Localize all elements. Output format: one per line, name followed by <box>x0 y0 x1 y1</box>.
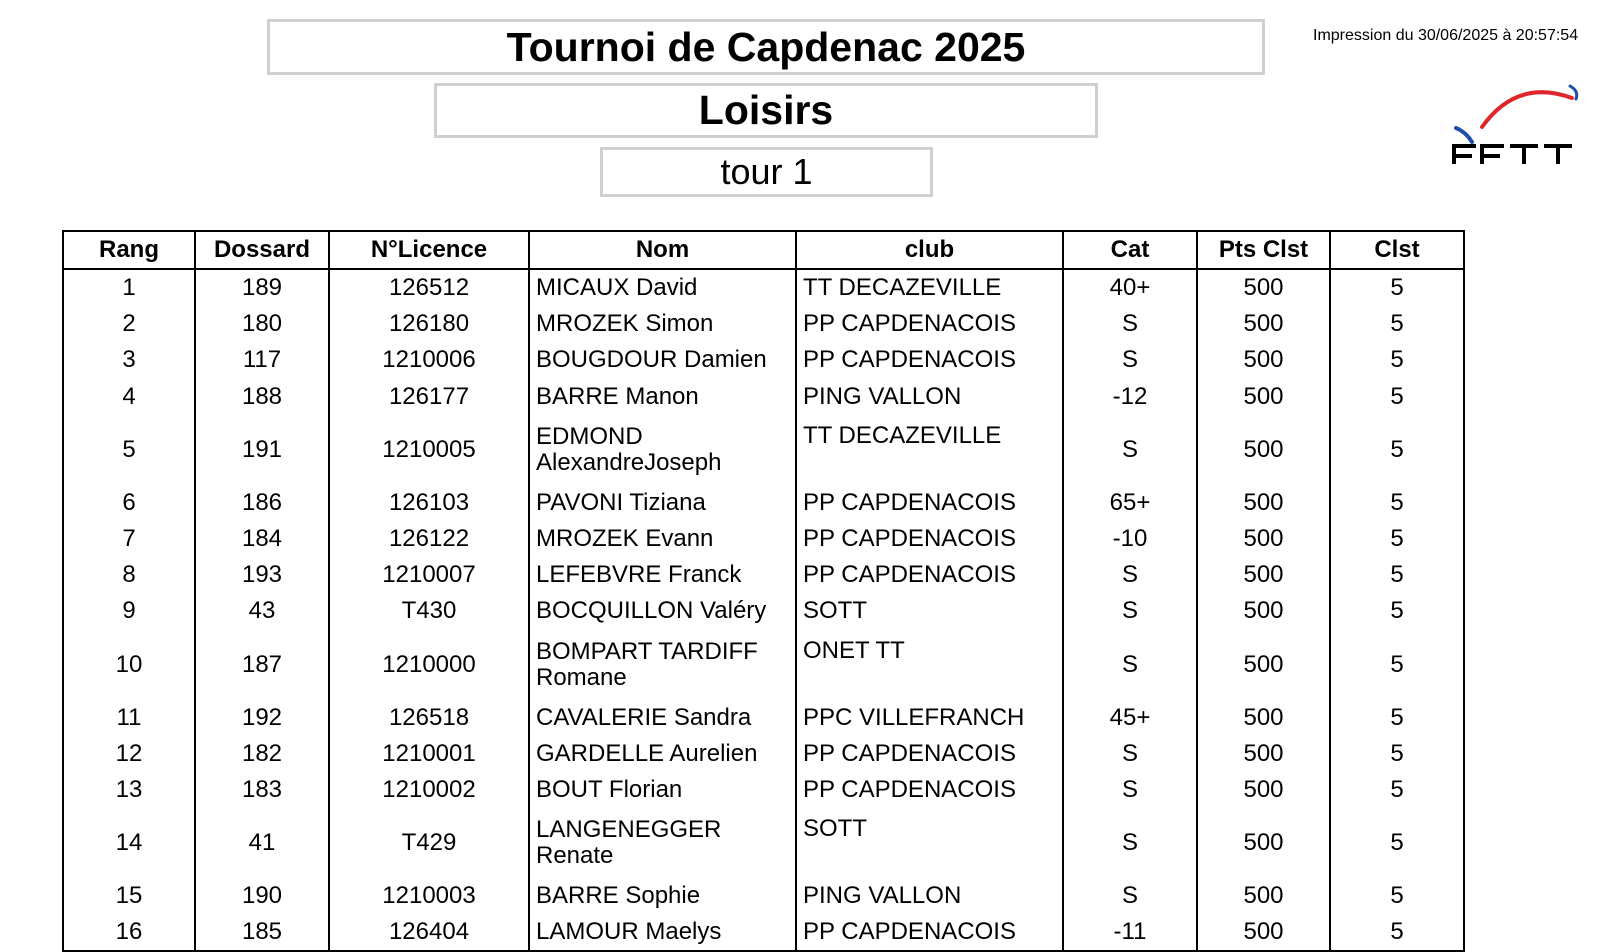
cell-clst: 5 <box>1330 557 1464 593</box>
table-row <box>63 736 1464 772</box>
cell-nom: BOUT Florian <box>529 772 796 808</box>
cell-rang: 7 <box>122 525 136 553</box>
table-row <box>63 415 1464 485</box>
cell-cat: 40+ <box>1063 269 1197 306</box>
cell-cat: S <box>1063 415 1197 485</box>
cell-clst: 5 <box>1330 521 1464 557</box>
cell-clst: 5 <box>1330 630 1464 700</box>
column-header-pts-clst: Pts Clst <box>1197 231 1330 269</box>
cell-dossard: 189 <box>195 269 329 306</box>
cell-club: PPC VILLEFRANCH <box>796 700 1063 736</box>
cell-nom: MROZEK Evann <box>529 521 796 557</box>
cell-clst: 5 <box>1330 700 1464 736</box>
cell-pts-clst: 500 <box>1197 736 1330 772</box>
cell-club: PP CAPDENACOIS <box>796 342 1063 378</box>
results-table <box>62 230 1465 952</box>
cell-licence: 1210005 <box>329 415 529 485</box>
cell-pts-clst: 500 <box>1197 557 1330 593</box>
cell-cat: S <box>1063 630 1197 700</box>
cell-rang: 10 <box>115 650 143 678</box>
cell-club: PP CAPDENACOIS <box>796 736 1063 772</box>
cell-rang: 16 <box>115 918 143 946</box>
round-title <box>600 147 933 197</box>
table-row <box>63 878 1464 914</box>
cell-cat: S <box>1063 306 1197 342</box>
cell-club: SOTT <box>796 593 1063 629</box>
cell-nom: BARRE Sophie <box>529 878 796 914</box>
column-header-dossard: Dossard <box>195 231 329 269</box>
category-text: Loisirs <box>698 87 834 133</box>
cell-dossard: 188 <box>195 379 329 415</box>
cell-licence: 126177 <box>329 379 529 415</box>
cell-clst: 5 <box>1330 269 1464 306</box>
cell-pts-clst: 500 <box>1197 342 1330 378</box>
table-row <box>63 306 1464 342</box>
table-row <box>63 772 1464 808</box>
cell-club: PP CAPDENACOIS <box>796 914 1063 951</box>
cell-clst: 5 <box>1330 379 1464 415</box>
cell-nom: MROZEK Simon <box>529 306 796 342</box>
cell-rang: 15 <box>115 882 143 910</box>
cell-dossard: 191 <box>195 415 329 485</box>
column-header-rang: Rang <box>63 231 195 269</box>
cell-pts-clst: 500 <box>1197 379 1330 415</box>
cell-nom: BOMPART TARDIFF Romane <box>529 630 796 700</box>
cell-nom: BARRE Manon <box>529 379 796 415</box>
table-row <box>63 379 1464 415</box>
table-row <box>63 700 1464 736</box>
cell-cat: S <box>1063 557 1197 593</box>
cell-licence: 126180 <box>329 306 529 342</box>
cell-club: PING VALLON <box>796 878 1063 914</box>
table-row <box>63 630 1464 700</box>
cell-dossard: 190 <box>195 878 329 914</box>
cell-licence: 1210003 <box>329 878 529 914</box>
cell-rang: 2 <box>122 310 136 338</box>
cell-pts-clst: 500 <box>1197 593 1330 629</box>
cell-cat: -12 <box>1063 379 1197 415</box>
table-row <box>63 593 1464 629</box>
cell-cat: S <box>1063 808 1197 878</box>
cell-clst: 5 <box>1330 736 1464 772</box>
cell-licence: 126404 <box>329 914 529 951</box>
cell-pts-clst: 500 <box>1197 306 1330 342</box>
cell-cat: 65+ <box>1063 485 1197 521</box>
cell-dossard: 117 <box>195 342 329 378</box>
cell-club: PP CAPDENACOIS <box>796 306 1063 342</box>
cell-club: PP CAPDENACOIS <box>796 521 1063 557</box>
cell-nom: LANGENEGGER Renate <box>529 808 796 878</box>
cell-club: PP CAPDENACOIS <box>796 485 1063 521</box>
cell-pts-clst: 500 <box>1197 914 1330 951</box>
cell-dossard: 187 <box>195 630 329 700</box>
cell-cat: -10 <box>1063 521 1197 557</box>
column-header-licence: N°Licence <box>329 231 529 269</box>
cell-club: PP CAPDENACOIS <box>796 772 1063 808</box>
cell-clst: 5 <box>1330 415 1464 485</box>
column-header-club: club <box>796 231 1063 269</box>
cell-pts-clst: 500 <box>1197 269 1330 306</box>
cell-pts-clst: 500 <box>1197 485 1330 521</box>
cell-pts-clst: 500 <box>1197 630 1330 700</box>
print-timestamp: Impression du 30/06/2025 à 20:57:54 <box>1313 27 1579 44</box>
table-row <box>63 808 1464 878</box>
cell-nom: MICAUX David <box>529 269 796 306</box>
cell-club: ONET TT <box>796 630 1063 700</box>
cell-club: TT DECAZEVILLE <box>796 415 1063 485</box>
cell-licence: T429 <box>329 808 529 878</box>
cell-dossard: 186 <box>195 485 329 521</box>
cell-dossard: 185 <box>195 914 329 951</box>
cell-pts-clst: 500 <box>1197 415 1330 485</box>
cell-pts-clst: 500 <box>1197 772 1330 808</box>
cell-nom: BOCQUILLON Valéry <box>529 593 796 629</box>
cell-cat: S <box>1063 736 1197 772</box>
column-header-nom: Nom <box>529 231 796 269</box>
title-text: Tournoi de Capdenac 2025 <box>506 23 1026 70</box>
cell-rang: 6 <box>122 488 136 516</box>
cell-licence: 126512 <box>329 269 529 306</box>
cell-pts-clst: 500 <box>1197 700 1330 736</box>
cell-dossard: 183 <box>195 772 329 808</box>
table-row <box>63 521 1464 557</box>
cell-pts-clst: 500 <box>1197 521 1330 557</box>
cell-clst: 5 <box>1330 772 1464 808</box>
cell-dossard: 182 <box>195 736 329 772</box>
cell-rang: 11 <box>116 703 142 731</box>
cell-cat: -11 <box>1063 914 1197 951</box>
table-row <box>63 485 1464 521</box>
page-title <box>267 19 1265 75</box>
cell-rang: 12 <box>115 739 143 767</box>
cell-dossard: 41 <box>195 808 329 878</box>
table-header-row <box>63 231 1464 269</box>
table-row <box>63 269 1464 306</box>
cell-pts-clst: 500 <box>1197 808 1330 878</box>
cell-licence: 126518 <box>329 700 529 736</box>
cell-rang: 14 <box>115 829 143 857</box>
cell-clst: 5 <box>1330 878 1464 914</box>
cell-licence: 1210000 <box>329 630 529 700</box>
cell-nom: LEFEBVRE Franck <box>529 557 796 593</box>
cell-licence: T430 <box>329 593 529 629</box>
fftt-logo-icon <box>1452 80 1592 172</box>
cell-dossard: 193 <box>195 557 329 593</box>
cell-club: PP CAPDENACOIS <box>796 557 1063 593</box>
cell-clst: 5 <box>1330 914 1464 951</box>
cell-clst: 5 <box>1330 593 1464 629</box>
cell-club: PING VALLON <box>796 379 1063 415</box>
cell-rang: 9 <box>122 597 136 625</box>
column-header-clst: Clst <box>1330 231 1464 269</box>
cell-clst: 5 <box>1330 808 1464 878</box>
round-text: tour 1 <box>720 151 813 192</box>
cell-nom: PAVONI Tiziana <box>529 485 796 521</box>
cell-clst: 5 <box>1330 306 1464 342</box>
cell-nom: EDMOND AlexandreJoseph <box>529 415 796 485</box>
cell-rang: 4 <box>122 382 136 410</box>
cell-dossard: 43 <box>195 593 329 629</box>
cell-rang: 8 <box>122 561 136 589</box>
cell-dossard: 192 <box>195 700 329 736</box>
cell-cat: S <box>1063 878 1197 914</box>
cell-clst: 5 <box>1330 485 1464 521</box>
cell-rang: 1 <box>122 274 136 302</box>
cell-rang: 13 <box>115 775 143 803</box>
cell-cat: S <box>1063 342 1197 378</box>
cell-licence: 126103 <box>329 485 529 521</box>
cell-nom: BOUGDOUR Damien <box>529 342 796 378</box>
cell-clst: 5 <box>1330 342 1464 378</box>
table-row <box>63 557 1464 593</box>
column-header-cat: Cat <box>1063 231 1197 269</box>
cell-nom: CAVALERIE Sandra <box>529 700 796 736</box>
table-row <box>63 914 1464 951</box>
cell-licence: 1210007 <box>329 557 529 593</box>
cell-club: SOTT <box>796 808 1063 878</box>
cell-nom: LAMOUR Maelys <box>529 914 796 951</box>
cell-club: TT DECAZEVILLE <box>796 269 1063 306</box>
cell-licence: 1210006 <box>329 342 529 378</box>
cell-cat: S <box>1063 772 1197 808</box>
cell-licence: 1210002 <box>329 772 529 808</box>
cell-licence: 1210001 <box>329 736 529 772</box>
cell-dossard: 180 <box>195 306 329 342</box>
cell-cat: 45+ <box>1063 700 1197 736</box>
cell-rang: 3 <box>122 346 136 374</box>
category-title <box>434 83 1098 138</box>
cell-nom: GARDELLE Aurelien <box>529 736 796 772</box>
cell-cat: S <box>1063 593 1197 629</box>
cell-pts-clst: 500 <box>1197 878 1330 914</box>
cell-dossard: 184 <box>195 521 329 557</box>
cell-rang: 5 <box>122 435 136 463</box>
table-row <box>63 342 1464 378</box>
cell-licence: 126122 <box>329 521 529 557</box>
